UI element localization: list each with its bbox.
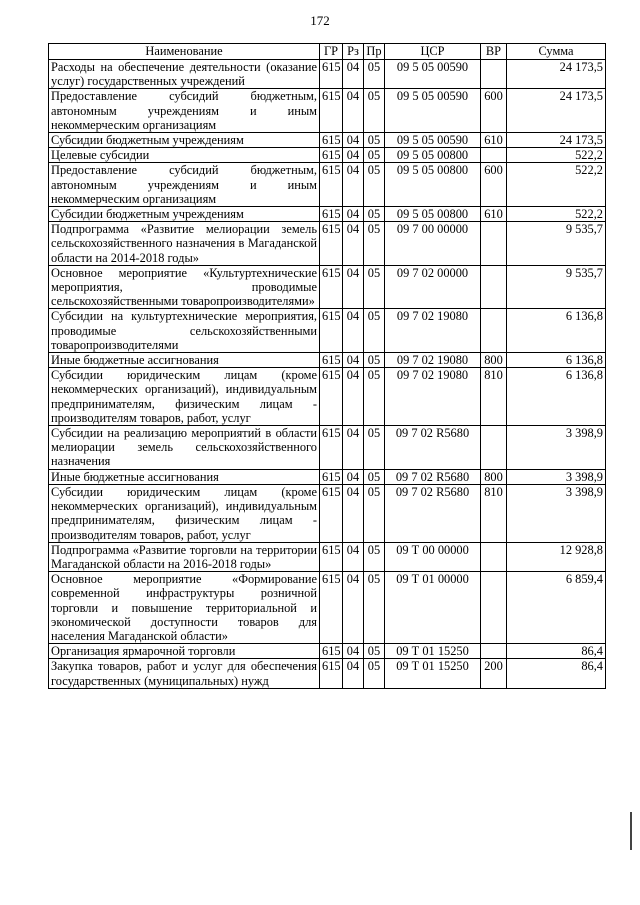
- cell-name: Предоставление субсидий бюджетным, автономным учреждениям и иным некоммерческим организациям: [49, 89, 320, 133]
- header-rz: Рз: [343, 44, 364, 60]
- cell-gr: 615: [320, 368, 343, 426]
- cell-name: Субсидии на реализацию мероприятий в области мелиорации земель сельскохозяйственного назначения: [49, 426, 320, 470]
- cell-sum: 3 398,9: [507, 484, 606, 542]
- cell-vr: [481, 542, 507, 571]
- cell-rz: 04: [343, 659, 364, 688]
- table-row: [49, 659, 606, 688]
- cell-name: Подпрограмма «Развитие торговли на территории Магаданской области на 2016-2018 годы»: [49, 542, 320, 571]
- cell-rz: 04: [343, 133, 364, 148]
- cell-rz: 04: [343, 163, 364, 207]
- header-gr: ГР: [320, 44, 343, 60]
- cell-sum: 86,4: [507, 659, 606, 688]
- cell-rz: 04: [343, 368, 364, 426]
- cell-pr: 05: [364, 484, 385, 542]
- cell-csr: 09 7 02 R5680: [385, 469, 481, 484]
- cell-csr: 09 7 02 00000: [385, 265, 481, 309]
- cell-csr: 09 5 05 00590: [385, 60, 481, 89]
- cell-sum: 6 136,8: [507, 309, 606, 353]
- cell-pr: 05: [364, 469, 385, 484]
- cell-pr: 05: [364, 426, 385, 470]
- cell-sum: 6 136,8: [507, 353, 606, 368]
- cell-gr: 615: [320, 163, 343, 207]
- table-row: [49, 148, 606, 163]
- table-row: [49, 207, 606, 222]
- cell-csr: 09 7 02 R5680: [385, 484, 481, 542]
- cell-gr: 615: [320, 353, 343, 368]
- cell-rz: 04: [343, 148, 364, 163]
- table-row: [49, 353, 606, 368]
- cell-csr: 09 7 02 R5680: [385, 426, 481, 470]
- cell-pr: 05: [364, 148, 385, 163]
- table-row: [49, 469, 606, 484]
- cell-rz: 04: [343, 207, 364, 222]
- cell-vr: [481, 309, 507, 353]
- cell-rz: 04: [343, 222, 364, 266]
- cell-gr: 615: [320, 426, 343, 470]
- cell-gr: 615: [320, 222, 343, 266]
- cell-pr: 05: [364, 265, 385, 309]
- cell-name: Целевые субсидии: [49, 148, 320, 163]
- header-name: Наименование: [49, 44, 320, 60]
- cell-pr: 05: [364, 163, 385, 207]
- scan-edge-mark: [630, 812, 632, 850]
- cell-pr: 05: [364, 60, 385, 89]
- cell-csr: 09 7 00 00000: [385, 222, 481, 266]
- cell-vr: 610: [481, 207, 507, 222]
- cell-csr: 09 5 05 00590: [385, 133, 481, 148]
- header-pr: Пр: [364, 44, 385, 60]
- cell-gr: 615: [320, 148, 343, 163]
- cell-rz: 04: [343, 484, 364, 542]
- table-row: [49, 89, 606, 133]
- cell-vr: [481, 572, 507, 644]
- table-row: [49, 368, 606, 426]
- cell-pr: 05: [364, 542, 385, 571]
- cell-sum: 522,2: [507, 207, 606, 222]
- cell-csr: 09 Т 00 00000: [385, 542, 481, 571]
- cell-rz: 04: [343, 60, 364, 89]
- table-row: [49, 484, 606, 542]
- cell-gr: 615: [320, 89, 343, 133]
- cell-sum: 6 136,8: [507, 368, 606, 426]
- table-row: [49, 60, 606, 89]
- cell-sum: 522,2: [507, 163, 606, 207]
- table-row: [49, 644, 606, 659]
- cell-name: Субсидии бюджетным учреждениям: [49, 133, 320, 148]
- cell-csr: 09 7 02 19080: [385, 368, 481, 426]
- cell-csr: 09 5 05 00800: [385, 148, 481, 163]
- cell-gr: 615: [320, 659, 343, 688]
- cell-sum: 3 398,9: [507, 426, 606, 470]
- cell-sum: 24 173,5: [507, 89, 606, 133]
- cell-rz: 04: [343, 265, 364, 309]
- cell-sum: 9 535,7: [507, 265, 606, 309]
- cell-vr: 800: [481, 353, 507, 368]
- header-vr: ВР: [481, 44, 507, 60]
- cell-vr: [481, 60, 507, 89]
- cell-pr: 05: [364, 644, 385, 659]
- cell-pr: 05: [364, 659, 385, 688]
- cell-pr: 05: [364, 572, 385, 644]
- cell-sum: 6 859,4: [507, 572, 606, 644]
- cell-gr: 615: [320, 542, 343, 571]
- cell-name: Иные бюджетные ассигнования: [49, 353, 320, 368]
- table-row: [49, 426, 606, 470]
- cell-name: Субсидии бюджетным учреждениям: [49, 207, 320, 222]
- budget-table: [48, 43, 606, 689]
- cell-pr: 05: [364, 89, 385, 133]
- cell-name: Иные бюджетные ассигнования: [49, 469, 320, 484]
- header-sum: Сумма: [507, 44, 606, 60]
- cell-rz: 04: [343, 426, 364, 470]
- cell-name: Организация ярмарочной торговли: [49, 644, 320, 659]
- cell-vr: 810: [481, 368, 507, 426]
- table-row: [49, 222, 606, 266]
- cell-name: Закупка товаров, работ и услуг для обеспечения государственных (муниципальных) нужд: [49, 659, 320, 688]
- cell-rz: 04: [343, 644, 364, 659]
- cell-gr: 615: [320, 469, 343, 484]
- cell-rz: 04: [343, 469, 364, 484]
- cell-pr: 05: [364, 222, 385, 266]
- table-row: [49, 163, 606, 207]
- cell-csr: 09 5 05 00590: [385, 89, 481, 133]
- cell-gr: 615: [320, 309, 343, 353]
- cell-csr: 09 Т 01 15250: [385, 644, 481, 659]
- cell-vr: [481, 426, 507, 470]
- header-row: [49, 44, 606, 60]
- table-row: [49, 542, 606, 571]
- cell-sum: 3 398,9: [507, 469, 606, 484]
- cell-name: Подпрограмма «Развитие мелиорации земель сельскохозяйственного назначения в Магаданской области на 2014-2018 годы»: [49, 222, 320, 266]
- cell-rz: 04: [343, 572, 364, 644]
- cell-name: Субсидии юридическим лицам (кроме некоммерческих организаций), индивидуальным предпринимателям, физическим лицам - производителям товаров, работ, услуг: [49, 368, 320, 426]
- cell-gr: 615: [320, 572, 343, 644]
- cell-name: Субсидии на культуртехнические мероприятия, проводимые сельскохозяйственными товаропроизводителями: [49, 309, 320, 353]
- cell-vr: [481, 644, 507, 659]
- cell-vr: [481, 148, 507, 163]
- table-row: [49, 265, 606, 309]
- cell-sum: 12 928,8: [507, 542, 606, 571]
- cell-name: Основное мероприятие «Культуртехнические мероприятия, проводимые сельскохозяйственными товаропроизводителями»: [49, 265, 320, 309]
- cell-csr: 09 7 02 19080: [385, 309, 481, 353]
- page-number: 172: [310, 13, 330, 28]
- cell-sum: 522,2: [507, 148, 606, 163]
- cell-pr: 05: [364, 368, 385, 426]
- cell-gr: 615: [320, 207, 343, 222]
- cell-sum: 24 173,5: [507, 60, 606, 89]
- cell-vr: [481, 265, 507, 309]
- cell-vr: 610: [481, 133, 507, 148]
- cell-csr: 09 7 02 19080: [385, 353, 481, 368]
- cell-vr: 600: [481, 163, 507, 207]
- cell-gr: 615: [320, 60, 343, 89]
- cell-vr: 800: [481, 469, 507, 484]
- cell-name: Предоставление субсидий бюджетным, автономным учреждениям и иным некоммерческим организациям: [49, 163, 320, 207]
- cell-pr: 05: [364, 353, 385, 368]
- table-row: [49, 572, 606, 644]
- table-row: [49, 133, 606, 148]
- header-csr: ЦСР: [385, 44, 481, 60]
- cell-vr: [481, 222, 507, 266]
- cell-csr: 09 5 05 00800: [385, 207, 481, 222]
- cell-rz: 04: [343, 542, 364, 571]
- cell-gr: 615: [320, 644, 343, 659]
- cell-rz: 04: [343, 353, 364, 368]
- cell-name: Субсидии юридическим лицам (кроме некоммерческих организаций), индивидуальным предпринимателям, физическим лицам - производителям товаров, работ, услуг: [49, 484, 320, 542]
- cell-pr: 05: [364, 309, 385, 353]
- cell-csr: 09 Т 01 00000: [385, 572, 481, 644]
- cell-rz: 04: [343, 309, 364, 353]
- cell-gr: 615: [320, 265, 343, 309]
- table-row: [49, 309, 606, 353]
- cell-csr: 09 Т 01 15250: [385, 659, 481, 688]
- cell-gr: 615: [320, 484, 343, 542]
- cell-sum: 9 535,7: [507, 222, 606, 266]
- cell-rz: 04: [343, 89, 364, 133]
- cell-sum: 24 173,5: [507, 133, 606, 148]
- cell-csr: 09 5 05 00800: [385, 163, 481, 207]
- cell-name: Расходы на обеспечение деятельности (оказание услуг) государственных учреждений: [49, 60, 320, 89]
- cell-vr: 810: [481, 484, 507, 542]
- cell-name: Основное мероприятие «Формирование современной инфраструктуры розничной торговли и повышение территориальной и экономической доступности товаров для населения Магаданской области»: [49, 572, 320, 644]
- cell-gr: 615: [320, 133, 343, 148]
- cell-vr: 600: [481, 89, 507, 133]
- cell-pr: 05: [364, 207, 385, 222]
- cell-vr: 200: [481, 659, 507, 688]
- cell-sum: 86,4: [507, 644, 606, 659]
- cell-pr: 05: [364, 133, 385, 148]
